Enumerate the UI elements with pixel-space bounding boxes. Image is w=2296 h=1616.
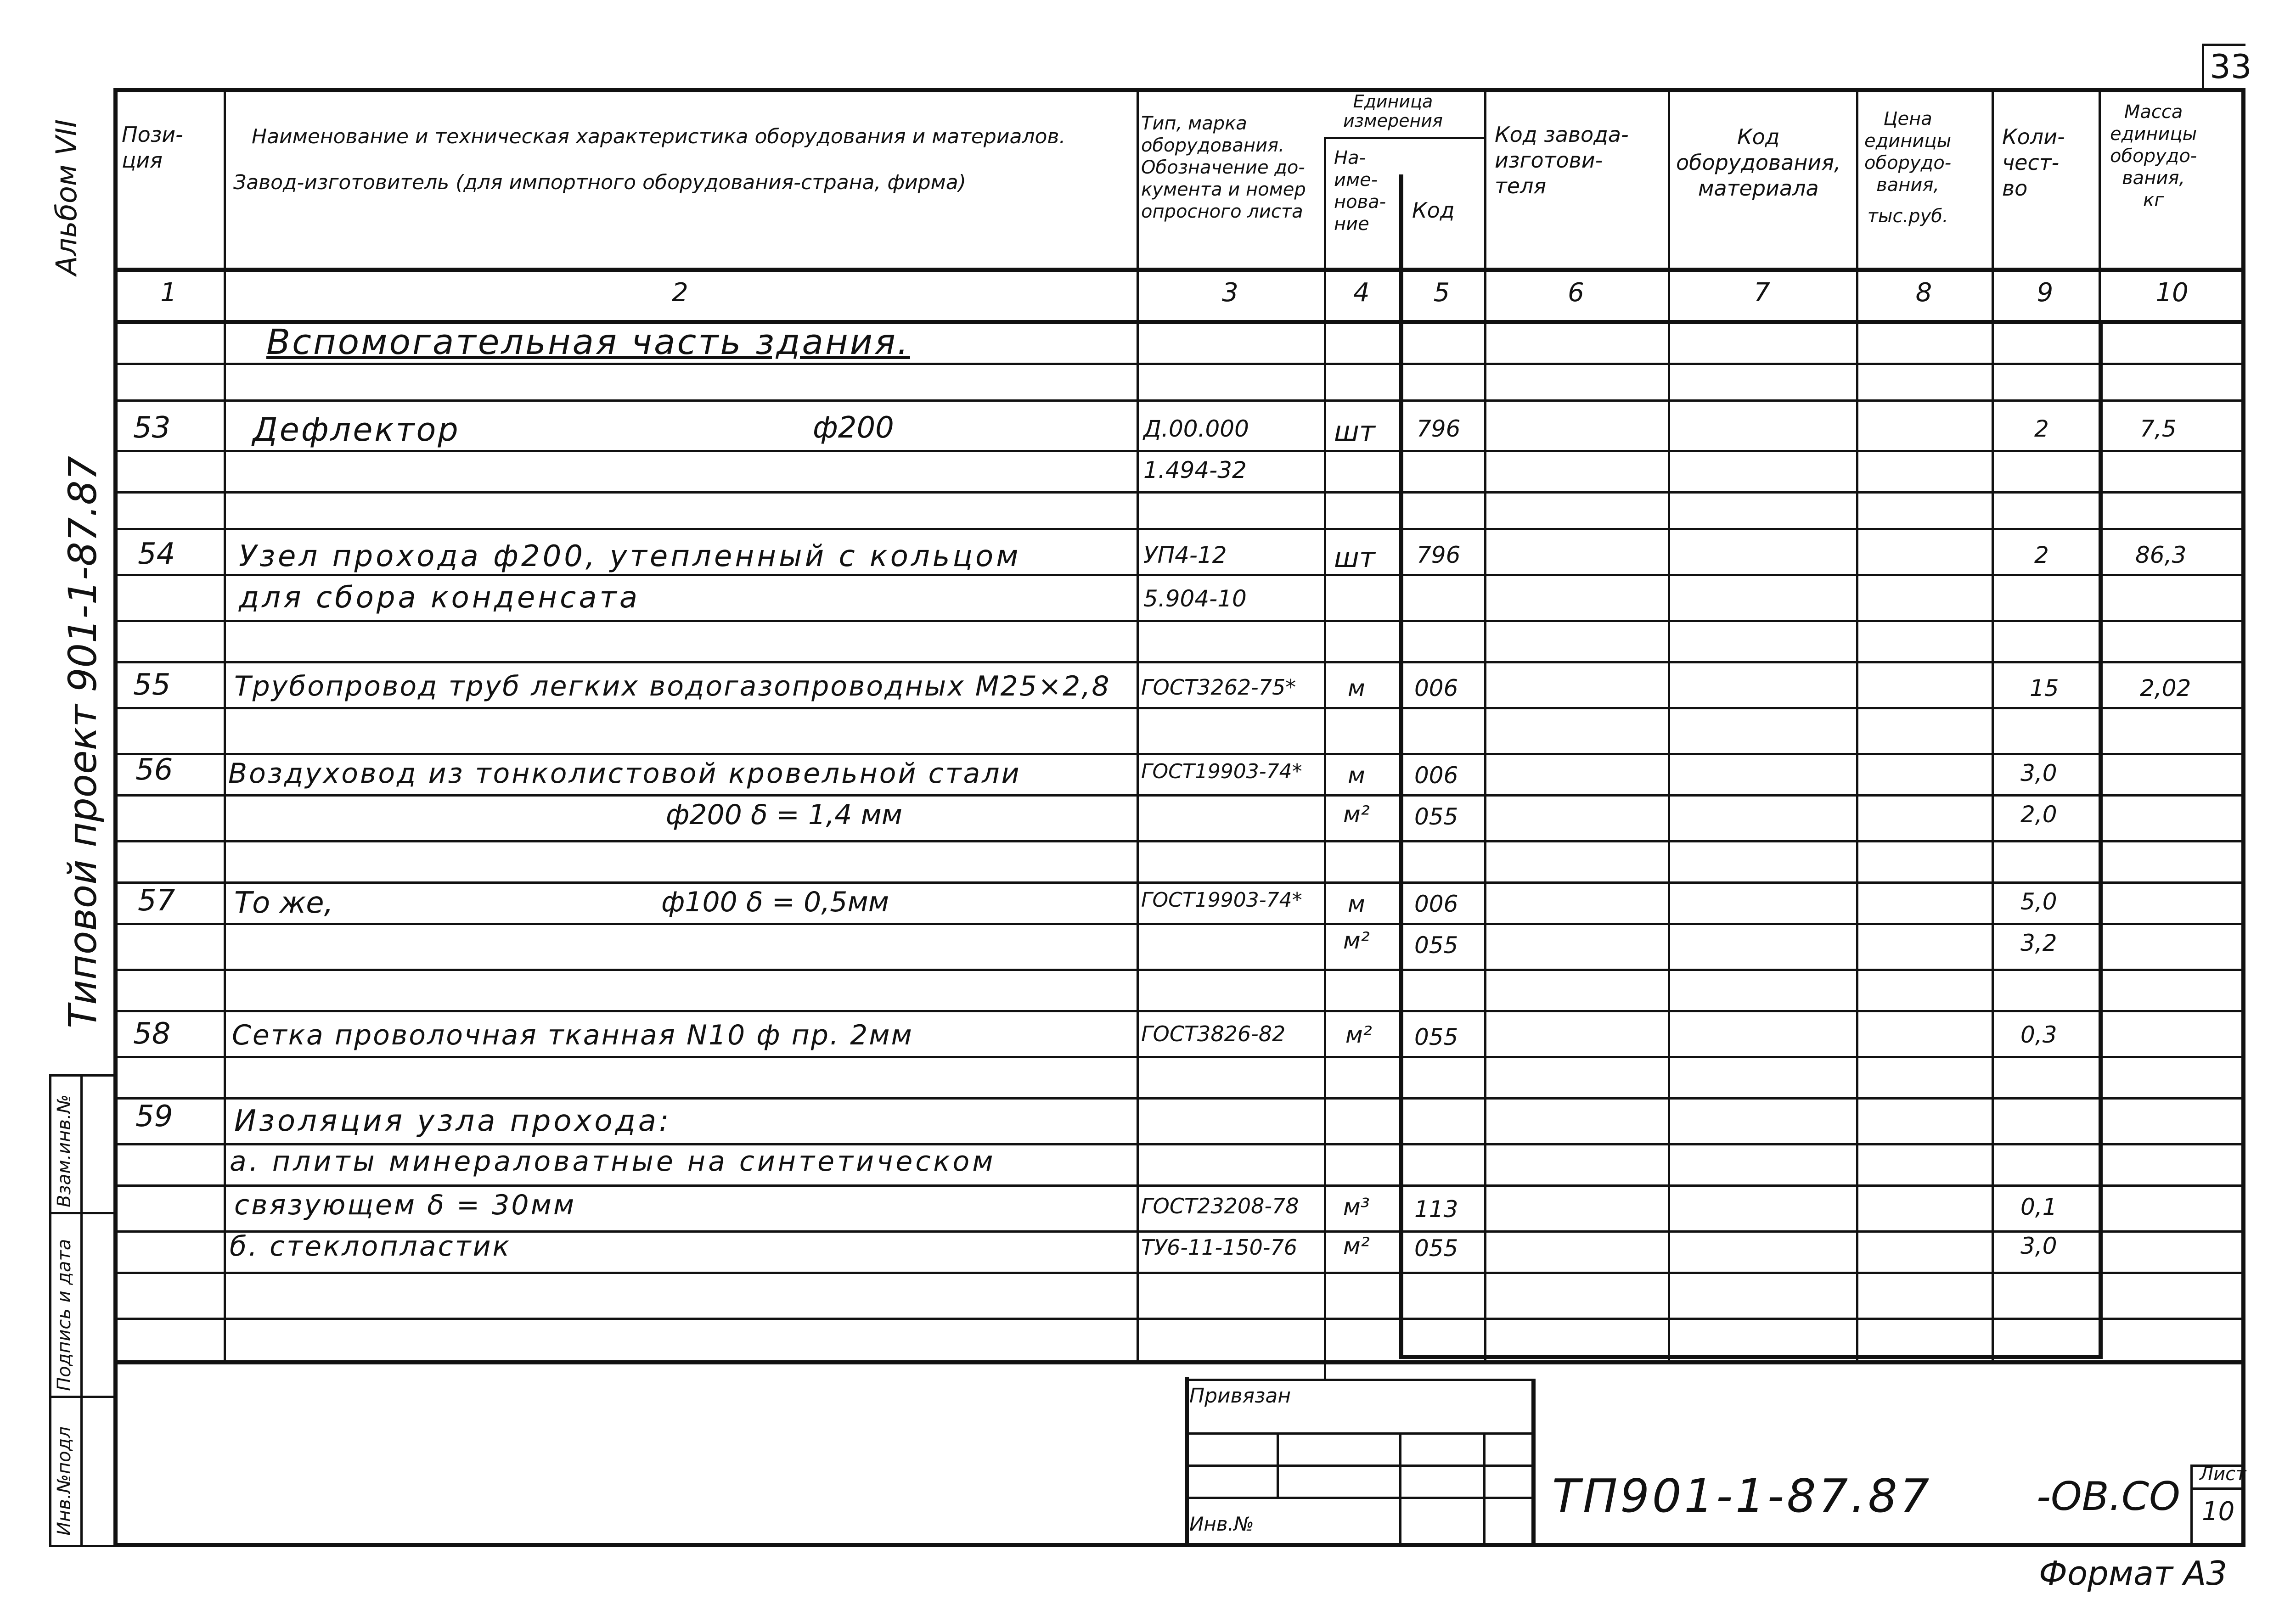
row-57b-qty: 3,2 — [2020, 930, 2057, 956]
col-number-6: 6 — [1568, 278, 1584, 308]
row-54-type: УП4-12 — [1143, 542, 1227, 568]
row-56-type: ГОСТ19903-74* — [1141, 760, 1302, 783]
col-number-5: 5 — [1433, 278, 1450, 308]
stamp-sheet-label: Лист — [2200, 1464, 2246, 1485]
header-col2-line2: Завод-изготовитель (для импортного оборудования-страна, фирма) — [233, 171, 966, 194]
col-number-8: 8 — [1915, 278, 1932, 308]
row-58-type: ГОСТ3826-82 — [1141, 1021, 1286, 1046]
header-col6: Код завода- изготови- теля — [1495, 122, 1629, 198]
row-56-name: Воздуховод из тонколистовой кровельной стали — [228, 758, 1021, 790]
row-59c-name: б. стеклопластик — [230, 1230, 511, 1262]
inv-no-label: Инв.№подл — [54, 1426, 75, 1536]
sign-date-label: Подпись и дата — [54, 1239, 75, 1391]
row-53-pos: 53 — [133, 411, 171, 445]
header-col7: Код оборудования, материала — [1676, 124, 1841, 201]
col-number-1: 1 — [160, 278, 177, 308]
project-label: Типовой проект 901-1-87.87 — [60, 456, 105, 1028]
row-56-code: 006 — [1414, 762, 1458, 789]
header-unit-group: Единица измерения — [1343, 91, 1443, 131]
stamp-doc-suffix: -ОВ.СО — [2037, 1474, 2180, 1520]
row-54-unit: шт — [1334, 542, 1375, 574]
row-56b-unit: м² — [1343, 801, 1370, 828]
row-54-name: Узел прохода ф200, утепленный с кольцом — [239, 539, 1021, 573]
row-54b-type: 5.904-10 — [1143, 585, 1247, 612]
col-number-4: 4 — [1353, 278, 1370, 308]
col-number-10: 10 — [2155, 278, 2189, 308]
row-55-qty: 15 — [2030, 675, 2059, 701]
row-56b-code: 055 — [1414, 803, 1458, 830]
replaced-label: Взам.инв.№ — [54, 1094, 75, 1207]
format-label: Формат А3 — [2039, 1554, 2228, 1593]
row-53-unit: шт — [1334, 415, 1375, 448]
header-col3: Тип, марка оборудования. Обозначение до- кумента и номер опросного листа — [1141, 113, 1306, 222]
row-57b-unit: м² — [1343, 927, 1370, 954]
col-number-7: 7 — [1754, 278, 1770, 308]
header-col2-line1: Наименование и техническая характеристика оборудования и материалов. — [252, 125, 1066, 148]
row-59-name: Изоляция узла прохода: — [234, 1104, 672, 1138]
row-57-pos: 57 — [138, 884, 175, 918]
row-57-type: ГОСТ19903-74* — [1141, 888, 1302, 912]
row-54-code: 796 — [1417, 542, 1461, 568]
row-55-type: ГОСТ3262-75* — [1141, 675, 1296, 700]
row-59b-qty: 0,1 — [2020, 1194, 2057, 1220]
header-col1: Пози- ция — [122, 122, 183, 173]
col-number-2: 2 — [672, 278, 688, 308]
section-title: Вспомогательная часть здания. — [266, 321, 910, 362]
row-59a-name: а. плиты минераловатные на синтетическом — [230, 1145, 996, 1178]
col-number-9: 9 — [2037, 278, 2054, 308]
sheet-number: 33 — [2210, 47, 2252, 86]
row-54-mass: 86,3 — [2135, 542, 2187, 568]
row-53-mass: 7,5 — [2140, 415, 2177, 442]
row-58-pos: 58 — [133, 1017, 171, 1051]
row-57-qty: 5,0 — [2020, 888, 2057, 915]
header-col8: Цена единицы оборудо- вания, тыс.руб. — [1864, 108, 1952, 227]
row-56b-qty: 2,0 — [2020, 801, 2057, 828]
row-56-qty: 3,0 — [2020, 760, 2057, 786]
header-col4: На- име- нова- ние — [1334, 147, 1386, 235]
row-59b-unit: м³ — [1343, 1194, 1370, 1220]
row-53-name-extra: ф200 — [813, 411, 894, 445]
row-59c-unit: м² — [1343, 1233, 1370, 1259]
row-55-pos: 55 — [133, 668, 171, 702]
row-56-unit: м — [1348, 762, 1365, 789]
row-59c-qty: 3,0 — [2020, 1233, 2057, 1259]
stamp-sheet-value: 10 — [2202, 1497, 2235, 1526]
header-col5: Код — [1412, 198, 1455, 223]
row-54b-name: для сбора конденсата — [239, 581, 641, 615]
header-col10: Масса единицы оборудо- вания, кг — [2110, 101, 2197, 211]
stamp-inv-label: Инв.№ — [1189, 1513, 1254, 1535]
row-55-mass: 2,02 — [2140, 675, 2191, 701]
row-53-qty: 2 — [2034, 415, 2049, 442]
row-57-code: 006 — [1414, 891, 1458, 917]
row-55-unit: м — [1348, 675, 1365, 701]
row-57b-code: 055 — [1414, 932, 1458, 959]
row-53-name: Дефлектор — [253, 411, 460, 449]
header-col9: Коли- чест- во — [2002, 124, 2065, 201]
row-58-name: Сетка проволочная тканная N10 ф пр. 2мм — [232, 1019, 913, 1051]
row-53b-type: 1.494-32 — [1143, 457, 1247, 483]
row-55-code: 006 — [1414, 675, 1458, 701]
album-label: Альбом VII — [50, 119, 83, 275]
row-55-name: Трубопровод труб легких водогазопроводных М25×2,8 — [234, 670, 1111, 702]
row-57-unit: м — [1348, 891, 1365, 917]
row-53-type: Д.00.000 — [1143, 415, 1249, 442]
row-59c-type: ТУ6-11-150-76 — [1141, 1235, 1298, 1260]
row-59b-type: ГОСТ23208-78 — [1141, 1194, 1299, 1218]
row-59b-code: 113 — [1414, 1196, 1458, 1223]
stamp-bound-label: Привязан — [1189, 1384, 1291, 1408]
row-59c-code: 055 — [1414, 1235, 1458, 1262]
stamp-doc-code: ТП901-1-87.87 — [1552, 1469, 1932, 1523]
row-56b-name-extra: ф200 δ = 1,4 мм — [666, 799, 903, 831]
col-number-3: 3 — [1222, 278, 1238, 308]
row-58-qty: 0,3 — [2020, 1021, 2057, 1048]
row-59-pos: 59 — [135, 1100, 173, 1133]
row-56-pos: 56 — [135, 753, 173, 787]
row-53-code: 796 — [1417, 415, 1461, 442]
row-58-unit: м² — [1345, 1021, 1372, 1048]
row-57-name-extra: ф100 δ = 0,5мм — [661, 886, 889, 918]
row-54-pos: 54 — [138, 537, 175, 571]
row-54-qty: 2 — [2034, 542, 2049, 568]
row-57-name: То же, — [234, 886, 333, 920]
row-58-code: 055 — [1414, 1024, 1458, 1050]
row-59b-name: связующем δ = 30мм — [234, 1189, 576, 1221]
